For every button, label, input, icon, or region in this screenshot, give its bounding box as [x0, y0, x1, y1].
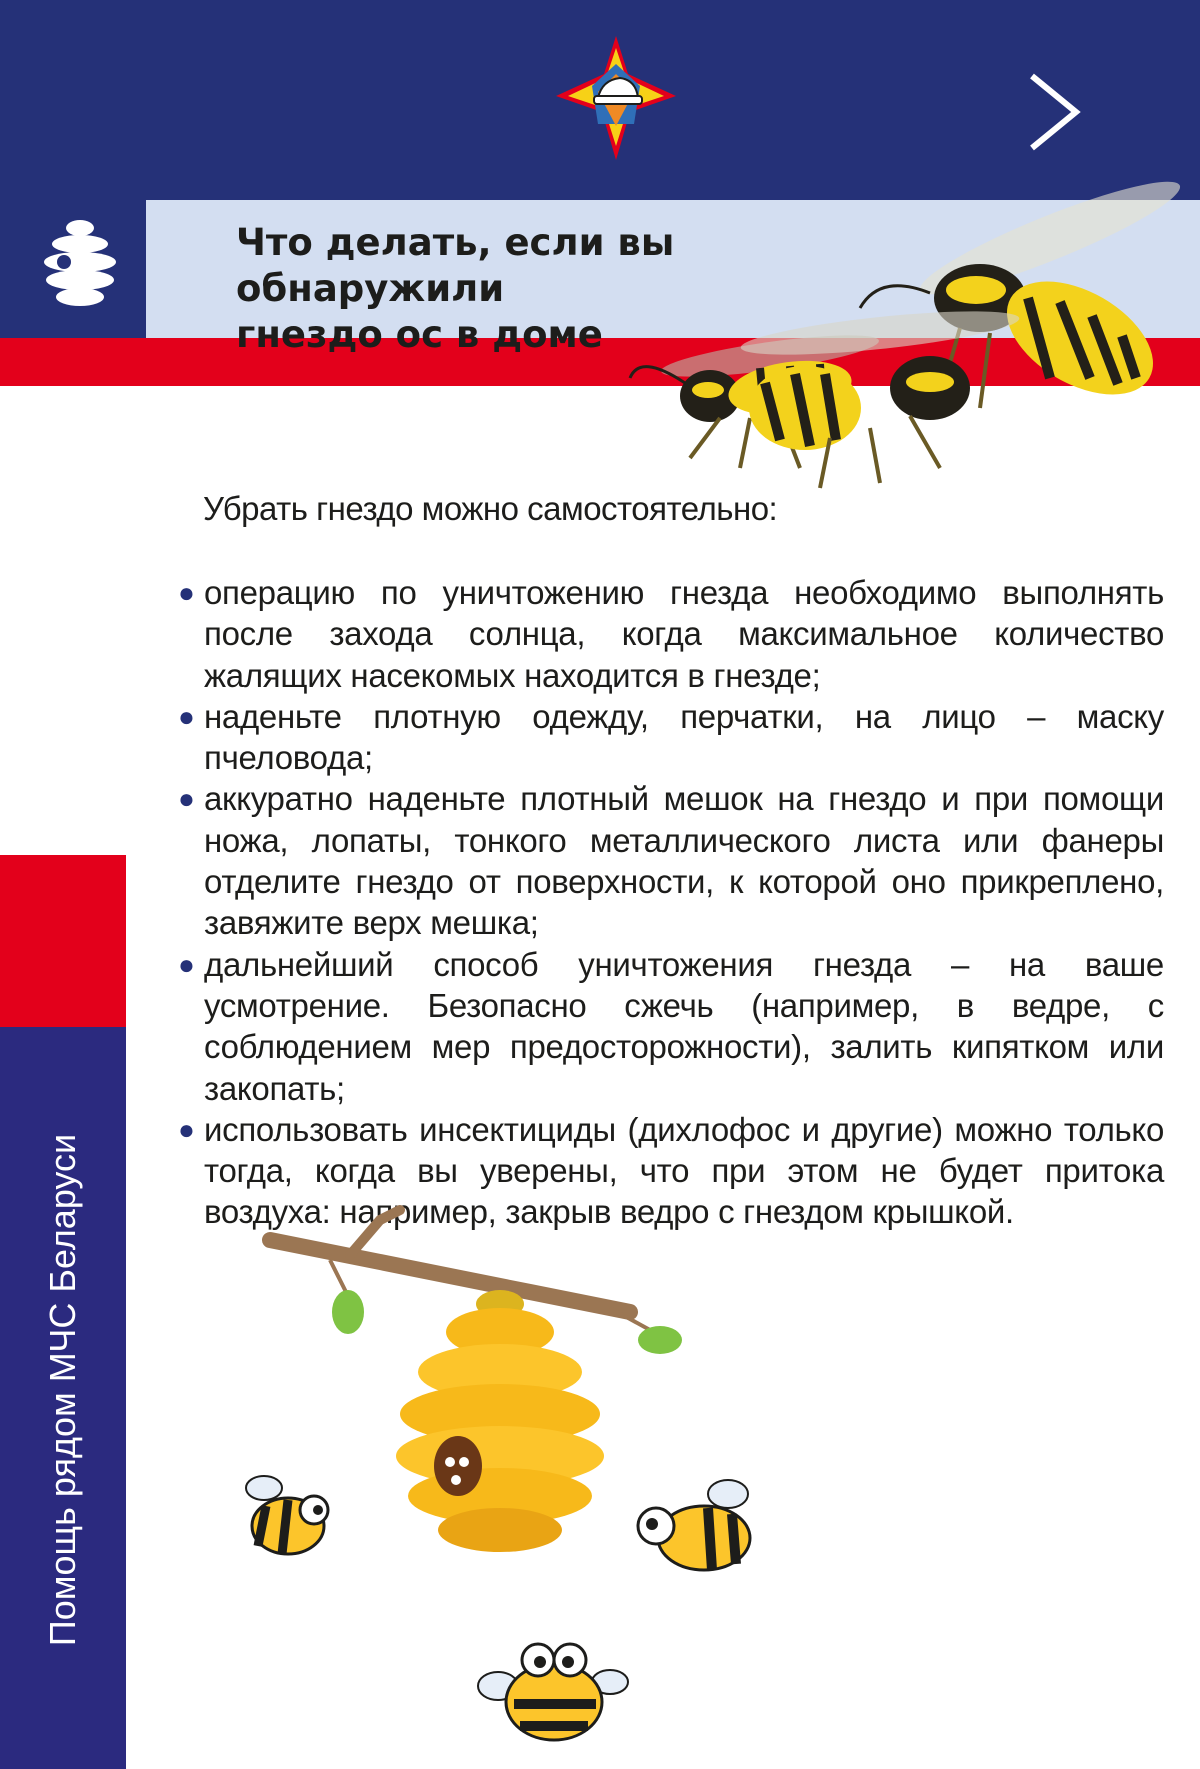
- cartoon-bee-icon: [236, 1466, 356, 1566]
- beehive-logo-icon: [40, 218, 120, 310]
- list-item: ● использовать инсектициды (дихлофос и другие) можно только тогда, когда вы уверены, что при этом не будет притока воздуха: например, закрыв ведро с гнездом крышкой.: [178, 1110, 1164, 1231]
- sidebar-caption: Помощь рядом МЧС Беларуси: [42, 1133, 83, 1647]
- bullet-icon: ●: [178, 948, 195, 980]
- steps-list: [176, 572, 1164, 1233]
- title-line-1: Что делать, если вы обнаружили: [236, 221, 675, 310]
- intro-text: Убрать гнездо можно самостоятельно:: [203, 490, 778, 527]
- list-item: ● операцию по уничтожению гнезда необходимо выполнять после захода солнца, когда максимальное количество жалящих насекомых находится в гнезде;: [178, 574, 1164, 694]
- leaf-icon: [332, 1290, 364, 1334]
- mchs-star-emblem-icon: [548, 34, 684, 164]
- bullet-icon: ●: [178, 1113, 195, 1145]
- bullet-icon: ●: [178, 783, 195, 815]
- cartoon-bee-icon: [478, 1626, 628, 1756]
- sidebar-red-block: [0, 855, 126, 1027]
- list-item: ● наденьте плотную одежду, перчатки, на лицо – маску пчеловода;: [178, 697, 1164, 777]
- leaf-icon: [638, 1326, 682, 1354]
- bullet-icon: ●: [178, 577, 195, 608]
- wasps-photo: [630, 178, 1200, 498]
- title-line-2: гнездо ос в доме: [236, 313, 603, 356]
- cartoon-bee-icon: [628, 1474, 768, 1584]
- list-item: ● аккуратно наденьте плотный мешок на гнездо и при помощи ножа, лопаты, тонкого металлического листа или фанеры отделите гнездо от поверхности, к которой оно прикреплено, завяжите верх мешка;: [178, 780, 1164, 942]
- chevron-right-icon[interactable]: [1026, 72, 1082, 152]
- list-item: ● дальнейший способ уничтожения гнезда – на ваше усмотрение. Безопасно сжечь (например, в ведре, с соблюдением мер предосторожности), залить кипятком или закопать;: [178, 945, 1164, 1107]
- bullet-icon: ●: [178, 700, 195, 732]
